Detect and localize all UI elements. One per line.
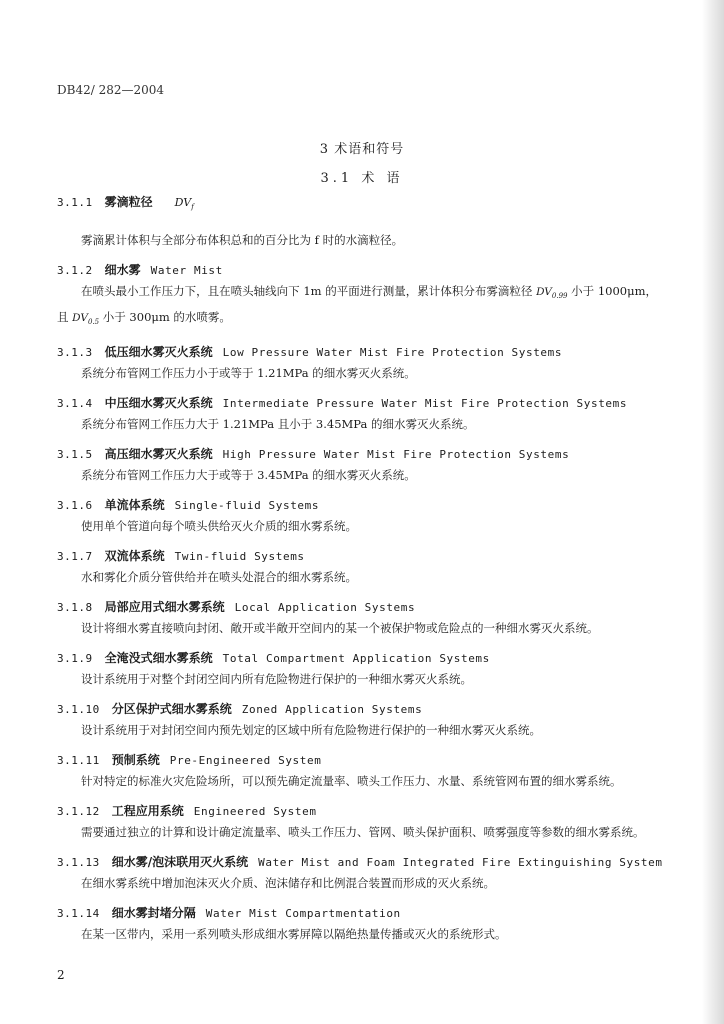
term-number: 3.1.11 [57, 754, 100, 768]
term-number: 3.1.2 [57, 264, 93, 278]
term-heading [57, 801, 657, 822]
term-english: High Pressure Water Mist Fire Protection Systems [222, 448, 570, 462]
term-definition: 使用单个管道向每个喷头供给灭火介质的细水雾系统。 [81, 519, 357, 534]
term-entry [57, 444, 657, 486]
section-title: 3.1 术 语 [320, 171, 404, 186]
term-name: 低压细水雾灭火系统 [104, 345, 213, 360]
term-definition: 设计将细水雾直接喷向封闭、敞开或半敞开空间内的某一个被保护物或危险点的一种细水雾灭火系统。 [81, 621, 599, 636]
term-heading [57, 750, 657, 771]
term-name: 预制系统 [111, 753, 160, 768]
term-heading [57, 546, 657, 567]
term-symbol: $DV_f$ [174, 196, 194, 212]
term-name: 全淹没式细水雾系统 [104, 651, 213, 666]
term-definition: 针对特定的标准火灾危险场所，可以预先确定流量率、喷头工作压力、水量、系统管网布置的细水雾系统。 [81, 774, 622, 789]
term-heading [57, 444, 657, 465]
term-definition: 需要通过独立的计算和设计确定流量率、喷头工作压力、管网、喷头保护面积、喷雾强度等参数的细水雾系统。 [81, 825, 645, 840]
term-english: Water Mist [150, 264, 223, 278]
term-english: Total Compartment Application Systems [222, 652, 490, 666]
term-entry [57, 546, 657, 588]
term-definition: 在细水雾系统中增加泡沫灭火介质、泡沫储存和比例混合装置而形成的灭火系统。 [81, 876, 495, 891]
term-entry [57, 648, 657, 690]
term-name: 工程应用系统 [111, 804, 184, 819]
term-english: Water Mist and Foam Integrated Fire Extinguishing System [258, 856, 663, 870]
term-heading [57, 597, 657, 618]
symbol-dv099: $DV_{0.99}$ [536, 286, 568, 301]
term-name: 雾滴粒径 [104, 195, 153, 209]
term-english: Water Mist Compartmentation [205, 907, 401, 921]
term-definition: 雾滴累计体积与全部分布体积总和的百分比为 f 时的水滴粒径。 [81, 233, 404, 248]
page-number: 2 [57, 968, 65, 982]
term-entry [57, 260, 657, 333]
term-number: 3.1.7 [57, 550, 93, 564]
term-english: Twin-fluid Systems [174, 550, 305, 564]
term-name: 单流体系统 [104, 498, 165, 513]
term-definition: 在某一区带内，采用一系列喷头形成细水雾屏障以隔绝热量传播或灭火的系统形式。 [81, 927, 507, 942]
term-number: 3.1.8 [57, 601, 93, 615]
term-name: 细水雾封堵分隔 [111, 906, 196, 921]
term-english: Zoned Application Systems [241, 703, 423, 717]
term-heading [57, 342, 657, 363]
term-heading [57, 699, 657, 720]
term-number: 3.1.12 [57, 805, 100, 819]
term-heading [57, 903, 657, 924]
term-definition: 设计系统用于对封闭空间内预先划定的区域中所有危险物进行保护的一种细水雾灭火系统。 [81, 723, 541, 738]
term-english: Local Application Systems [234, 601, 416, 615]
term-heading [57, 393, 657, 414]
term-name: 双流体系统 [104, 549, 165, 564]
term-definition: 设计系统用于对整个封闭空间内所有危险物进行保护的一种细水雾灭火系统。 [81, 672, 472, 687]
term-heading [57, 648, 657, 669]
term-entry [57, 750, 657, 792]
term-english: Intermediate Pressure Water Mist Fire Protection Systems [222, 397, 628, 411]
term-definition: 在喷头最小工作压力下，且在喷头轴线向下 1m 的平面进行测量，累计体积分布雾滴粒径 $DV_{0.99}$ 小于 1000μm，且 $DV_{0.5}$ 小于 300μm 的水喷雾。 [57, 284, 658, 327]
term-entry [57, 192, 657, 251]
term-entry [57, 903, 657, 945]
term-number: 3.1.10 [57, 703, 100, 717]
term-english: Low Pressure Water Mist Fire Protection Systems [222, 346, 563, 360]
term-list [57, 192, 663, 954]
term-entry [57, 801, 657, 843]
term-number: 3.1.3 [57, 346, 93, 360]
document-code: DB42/ 282—2004 [57, 83, 165, 97]
term-number: 3.1.9 [57, 652, 93, 666]
term-english: Engineered System [193, 805, 317, 819]
term-name: 局部应用式细水雾系统 [104, 600, 225, 615]
term-number: 3.1.1 [57, 196, 93, 209]
term-name: 细水雾/泡沫联用灭火系统 [111, 855, 249, 870]
term-english: Pre-Engineered System [169, 754, 322, 768]
term-definition: 水和雾化介质分管供给并在喷头处混合的细水雾系统。 [81, 570, 357, 585]
term-english: Single-fluid Systems [174, 499, 320, 513]
term-entry [57, 495, 657, 537]
term-entry [57, 597, 657, 639]
term-definition: 系统分布管网工作压力大于或等于 3.45MPa 的细水雾灭火系统。 [81, 468, 416, 483]
term-heading [57, 495, 657, 516]
term-number: 3.1.6 [57, 499, 93, 513]
term-number: 3.1.13 [57, 856, 100, 870]
term-entry [57, 699, 657, 741]
symbol-dv05: $DV_{0.5}$ [72, 312, 100, 327]
term-definition: 系统分布管网工作压力大于 1.21MPa 且小于 3.45MPa 的细水雾灭火系统。 [81, 417, 475, 432]
term-heading [57, 192, 657, 218]
term-heading [57, 260, 657, 281]
term-name: 细水雾 [104, 263, 141, 278]
term-heading [57, 852, 663, 873]
term-number: 3.1.4 [57, 397, 93, 411]
term-name: 中压细水雾灭火系统 [104, 396, 213, 411]
term-entry [57, 342, 657, 384]
term-entry [57, 852, 663, 894]
term-number: 3.1.14 [57, 907, 100, 921]
term-name: 分区保护式细水雾系统 [111, 702, 232, 717]
term-number: 3.1.5 [57, 448, 93, 462]
chapter-title: 3 术语和符号 [319, 142, 405, 157]
term-entry [57, 393, 657, 435]
term-name: 高压细水雾灭火系统 [104, 447, 213, 462]
term-definition: 系统分布管网工作压力小于或等于 1.21MPa 的细水雾灭火系统。 [81, 366, 416, 381]
